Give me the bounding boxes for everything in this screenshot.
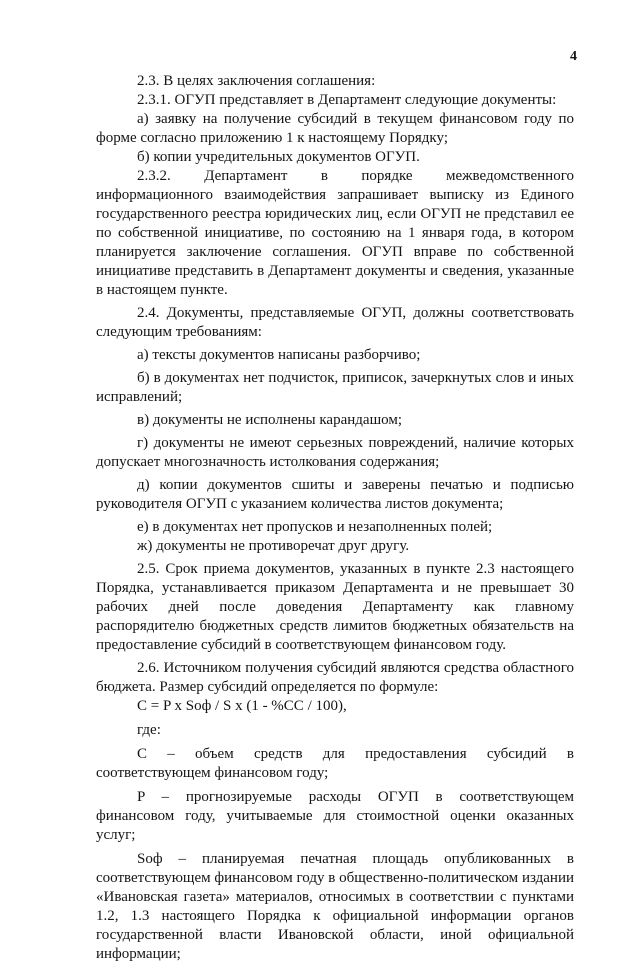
document-body <box>96 72 574 964</box>
page-number: 4 <box>570 49 577 64</box>
paragraph-2-3: 2.3. В целях заключения соглашения: <box>137 73 376 89</box>
requirement-v: в) документы не исполнены карандашом; <box>137 412 402 428</box>
subsidy-formula: C = P x Sоф / S x (1 - %CC / 100), <box>137 698 347 714</box>
requirement-g: г) документы не имеют серьезных повреждений, наличие которых допускает многозначность истолкования содержания; <box>96 435 574 470</box>
requirement-zh: ж) документы не противоречат друг другу. <box>137 538 410 554</box>
definition-p: P – прогнозируемые расходы ОГУП в соответствующем финансовом году, учитываемые для стоимостной оценки оказанных услуг; <box>96 789 574 843</box>
requirement-d: д) копии документов сшиты и заверены печатью и подписью руководителя ОГУП с указанием количества листов документа; <box>96 477 574 512</box>
definition-c: C – объем средств для предоставления субсидий в соответствующем финансовом году; <box>96 746 574 781</box>
list-item-a: а) заявку на получение субсидий в текущем финансовом году по форме согласно приложению 1 к настоящему Порядку; <box>96 111 574 146</box>
requirement-a: а) тексты документов написаны разборчиво; <box>137 347 421 363</box>
requirement-e: е) в документах нет пропусков и незаполненных полей; <box>137 519 493 535</box>
paragraph-2-3-2: 2.3.2. Департамент в порядке межведомственного информационного взаимодействия запрашивает выписку из Единого государственного реестра юридических лиц, если ОГУП не представил ее по собственной инициативе, по состоянию на 1 января года, в котором планируется заключение соглашения. ОГУП вправе по собственной инициативе представить в Департамент документы и сведения, указанные в настоящем пункте. <box>96 168 574 298</box>
definition-sof: Sоф – планируемая печатная площадь опубликованных в соответствующем финансовом году в общественно-политическом издании «Ивановская газета» материалов, относимых в соответствии с пунктами 1.2, 1.3 настоящего Порядка к официальной информации органов государственной власти Ивановской области, иной официальной информации; <box>96 851 574 962</box>
paragraph-2-3-1: 2.3.1. ОГУП представляет в Департамент следующие документы: <box>137 92 557 108</box>
list-item-b: б) копии учредительных документов ОГУП. <box>137 149 420 165</box>
where-label: где: <box>137 722 161 738</box>
requirement-b: б) в документах нет подчисток, приписок, зачеркнутых слов и иных исправлений; <box>96 370 574 405</box>
paragraph-2-6: 2.6. Источником получения субсидий являются средства областного бюджета. Размер субсидий определяется по формуле: <box>96 660 574 695</box>
paragraph-2-4: 2.4. Документы, представляемые ОГУП, должны соответствовать следующим требованиям: <box>96 305 574 340</box>
paragraph-2-5: 2.5. Срок приема документов, указанных в пункте 2.3 настоящего Порядка, устанавливается приказом Департамента и не превышает 30 рабочих дней после доведения Департаменту как главному распорядителю бюджетных средств лимитов бюджетных обязательств на предоставление субсидий в соответствующем финансовом году. <box>96 561 574 653</box>
